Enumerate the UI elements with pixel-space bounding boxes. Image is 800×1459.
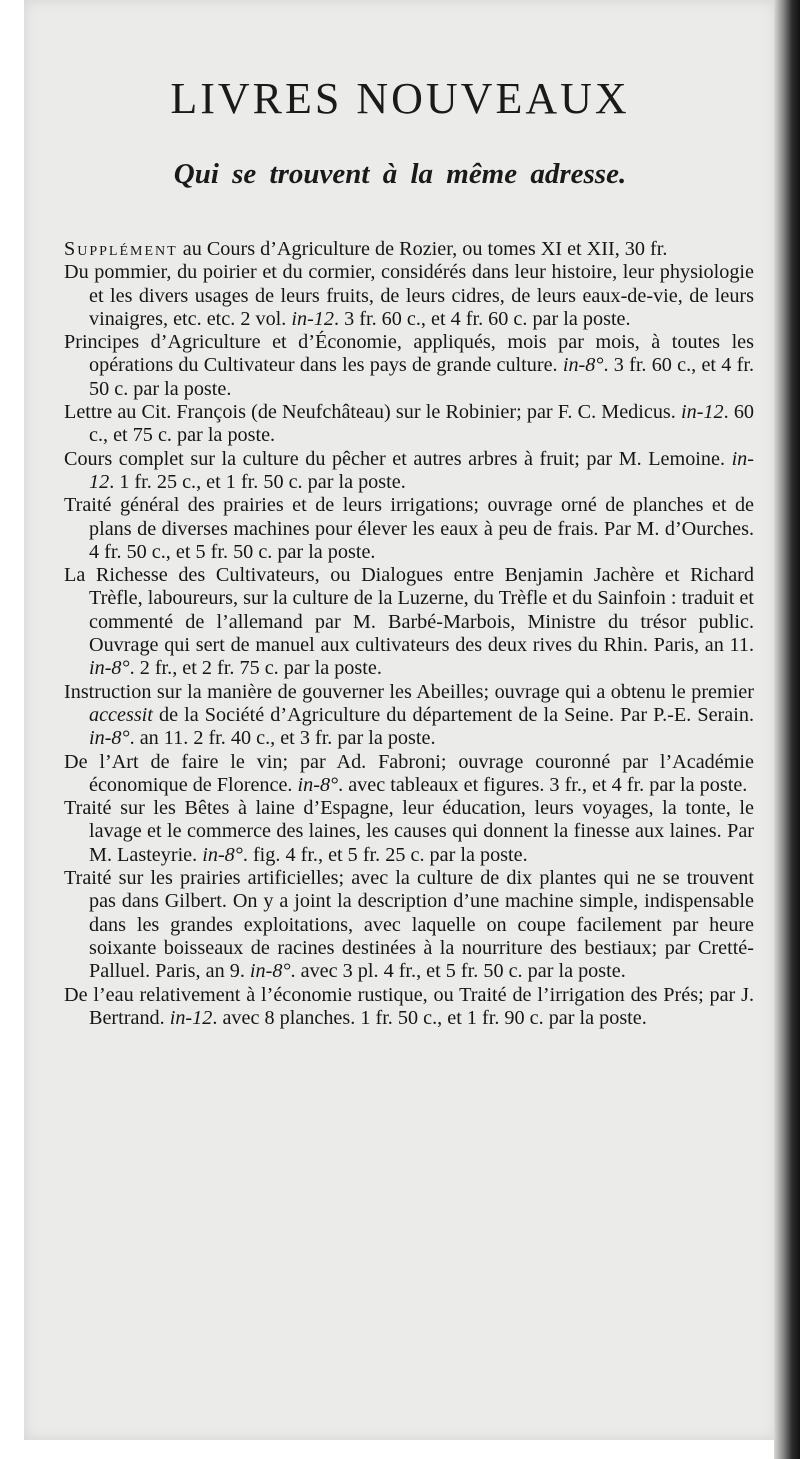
entry-text: Du pommier, du poirier et du cormier, considérés dans leur histoire, leur physiologie et les divers usages de leurs fruits, de leurs cidres, de leurs eaux-de-vie, de leurs vinaigres, etc. etc. 2 vol. — [64, 261, 754, 330]
book-entry — [64, 797, 754, 867]
book-entry — [64, 564, 754, 680]
entry-format: in-8° — [202, 843, 243, 866]
entry-text: Cours complet sur la culture du pêcher et autres arbres à fruit; par M. Lemoine. — [64, 447, 732, 470]
entry-lead: Supplément — [64, 238, 178, 260]
entry-text: Instruction sur la manière de gouverner les Abeilles; ouvrage qui a obtenu le premier — [64, 680, 754, 703]
entry-text: De l’eau relativement à l’économie rustique, ou Traité de l’irrigation des Prés; par J. Bertrand. — [64, 983, 754, 1029]
entry-text: . 3 fr. 60 c., et 4 fr. 50 c. par la poste. — [89, 354, 754, 400]
book-entry — [64, 867, 754, 983]
entry-text: De l’Art de faire le vin; par Ad. Fabroni; ouvrage couronné par l’Académie économique de Florence. — [64, 750, 754, 796]
entry-text: La Richesse des Cultivateurs, ou Dialogues entre Benjamin Jachère et Richard Trèfle, laboureurs, sur la culture de la Luzerne, du Trèfle et du Sainfoin : traduit et commenté de l’allemand par M. Barbé-Marbois, Ministre du trésor public. Ouvrage qui sert de manuel aux cultivateurs des deux rives du Rhin. Paris, an 11. — [64, 564, 754, 657]
entry-format: in-8° — [89, 657, 130, 680]
entry-text: . 60 c., et 75 c. par la poste. — [89, 401, 755, 447]
book-entry — [64, 331, 754, 401]
book-entry — [64, 401, 754, 448]
entry-text: Traité général des prairies et de leurs irrigations; ouvrage orné de planches et de plans de diverses machines pour élever les eaux à peu de frais. Par M. d’Ourches. 4 fr. 50 c., et 5 fr. 50 c. par la poste. — [64, 494, 754, 563]
book-entry — [64, 681, 754, 751]
entry-format: in-8° — [297, 773, 339, 796]
book-list — [64, 238, 754, 1030]
entry-text: . 3 fr. 60 c., et 4 fr. 60 c. par la poste. — [334, 307, 631, 330]
entry-text: de la Société d’Agriculture du département de la Seine. Par P.-E. Serain. — [152, 703, 754, 726]
entry-text: Lettre au Cit. François (de Neufchâteau) sur le Robinier; par F. C. Medicus. — [64, 401, 681, 424]
entry-text: . 1 fr. 25 c., et 1 fr. 50 c. par la poste. — [109, 470, 406, 493]
book-entry — [64, 751, 754, 798]
book-entry — [64, 238, 754, 261]
page-title: LIVRES NOUVEAUX — [170, 74, 630, 123]
entry-text: au Cours d’Agriculture de Rozier, ou tomes XI et XII, 30 fr. — [177, 238, 668, 260]
book-entry — [64, 448, 754, 495]
book-entry — [64, 261, 754, 331]
entry-text: Principes d’Agriculture et d’Économie, appliqués, mois par mois, à toutes les opérations du Cultivateur dans les pays de grande culture. — [64, 331, 754, 377]
entry-text: . fig. 4 fr., et 5 fr. 25 c. par la poste. — [242, 843, 528, 866]
entry-format: in-12 — [291, 307, 334, 330]
entry-text: Traité sur les Bêtes à laine d’Espagne, leur éducation, leurs voyages, la tonte, le lavage et le commerce des laines, les causes qui donnent la finesse aux laines. Par M. Lasteyrie. — [64, 797, 754, 866]
entry-format: in-8° — [249, 960, 291, 983]
entry-italic-term: accessit — [89, 703, 153, 726]
book-spine-shadow — [774, 0, 800, 1459]
entry-text: . 2 fr., et 2 fr. 75 c. par la poste. — [129, 657, 382, 680]
entry-text: Traité sur les prairies artificielles; avec la culture de dix plantes qui ne se trouvent pas dans Gilbert. On y a joint la description d’une machine simple, indispensable dans les grandes exploitations, avec laquelle on coupe facilement par heure soixante boisseaux de racines destinées à la nourriture des bestiaux; par Cretté-Palluel. Paris, an 9. — [64, 867, 754, 983]
book-entry — [64, 494, 754, 564]
entry-text: . avec 8 planches. 1 fr. 50 c., et 1 fr. 90 c. par la poste. — [212, 1006, 647, 1029]
entry-format: in-8° — [562, 354, 604, 377]
entry-format: in-8° — [89, 727, 130, 750]
entry-text: . an 11. 2 fr. 40 c., et 3 fr. par la poste. — [129, 727, 436, 750]
entry-text: . avec tableaux et figures. 3 fr., et 4 fr. par la poste. — [338, 773, 748, 796]
entry-format: in-12 — [681, 401, 724, 424]
entry-format: in-12 — [89, 447, 754, 493]
page-subtitle: Qui se trouvent à la même adresse. — [173, 158, 627, 190]
book-entry — [64, 984, 754, 1031]
entry-text: . avec 3 pl. 4 fr., et 5 fr. 50 c. par la poste. — [290, 960, 626, 983]
entry-format: in-12 — [169, 1006, 213, 1029]
